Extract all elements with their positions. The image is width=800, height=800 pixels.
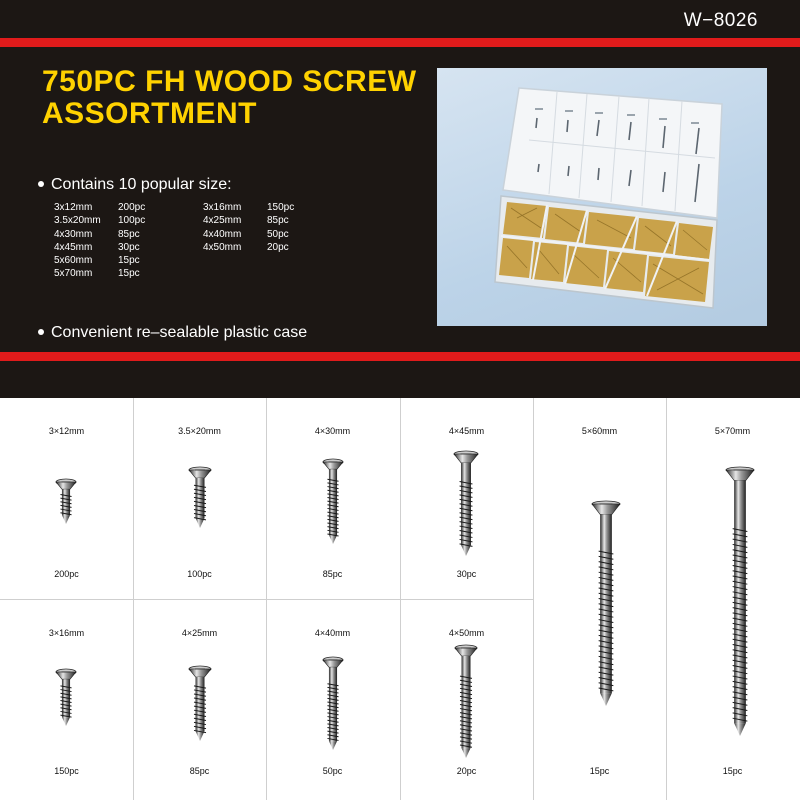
screw-quantity: 15pc <box>589 766 610 776</box>
product-title <box>42 66 417 130</box>
screw-size-label: 5×70mm <box>714 426 751 436</box>
product-code: W−8026 <box>683 10 758 31</box>
screw-icon <box>726 467 754 736</box>
screw-icon <box>455 645 477 758</box>
red-stripe-bottom <box>0 352 800 361</box>
screw-size-label: 4×25mm <box>181 628 218 638</box>
size-row: 5x60mm 15pc <box>54 255 140 267</box>
size-row: 4x50mm 20pc <box>203 241 289 253</box>
screw-size-label: 3×16mm <box>48 628 85 638</box>
screw-size-label: 4×30mm <box>314 426 351 436</box>
size-row: 4x40mm 50pc <box>203 228 289 240</box>
screw-quantity: 20pc <box>456 766 477 776</box>
size-row: 5x70mm 15pc <box>54 268 140 280</box>
screw-size-label: 5×60mm <box>581 426 618 436</box>
screw-size-label: 4×45mm <box>448 426 485 436</box>
screw-size-label: 3.5×20mm <box>178 426 221 436</box>
grid-divider <box>666 398 667 800</box>
size-row: 4x45mm 30pc <box>54 241 140 253</box>
feature-bullet-sizes: Contains 10 popular size: <box>38 176 232 194</box>
red-stripe-top <box>0 38 800 47</box>
bullet-dot-icon <box>38 181 44 187</box>
screw-quantity: 85pc <box>189 766 210 776</box>
grid-divider <box>533 398 534 800</box>
screw-icon <box>323 657 343 750</box>
screw-quantity: 200pc <box>54 569 79 579</box>
size-list-right <box>203 201 327 254</box>
size-row: 3x12mm 200pc <box>54 202 146 213</box>
title-line-1: 750PC FH WOOD SCREW <box>42 65 417 98</box>
title-line-2: ASSORTMENT <box>42 97 257 130</box>
screw-icon <box>189 666 211 741</box>
product-photo <box>437 68 767 326</box>
screw-size-label: 3×12mm <box>48 426 85 436</box>
screw-quantity: 50pc <box>322 766 343 776</box>
size-row: 3x16mm 150pc <box>203 202 295 213</box>
feature-bullet-case: Convenient re–sealable plastic case <box>38 324 307 342</box>
screw-size-label: 4×50mm <box>448 628 485 638</box>
screw-icon <box>323 459 343 544</box>
screw-quantity: 15pc <box>722 766 743 776</box>
screw-icon <box>56 479 76 524</box>
size-list-left <box>54 201 178 281</box>
grid-divider <box>0 599 533 600</box>
screw-icon <box>454 451 478 556</box>
screw-quantity: 30pc <box>456 569 477 579</box>
size-row: 3.5x20mm 100pc <box>54 215 146 227</box>
screw-size-label: 4×40mm <box>314 628 351 638</box>
screw-quantity: 100pc <box>187 569 212 579</box>
screw-quantity: 150pc <box>54 766 79 776</box>
bullet-dot-icon <box>38 329 44 335</box>
screw-quantity: 85pc <box>322 569 343 579</box>
size-row: 4x30mm 85pc <box>54 228 140 240</box>
screw-icon <box>189 467 211 528</box>
size-row: 4x25mm 85pc <box>203 215 289 227</box>
screw-icon <box>56 669 76 726</box>
screw-icon <box>592 501 620 706</box>
screw-case-illustration <box>437 68 767 326</box>
